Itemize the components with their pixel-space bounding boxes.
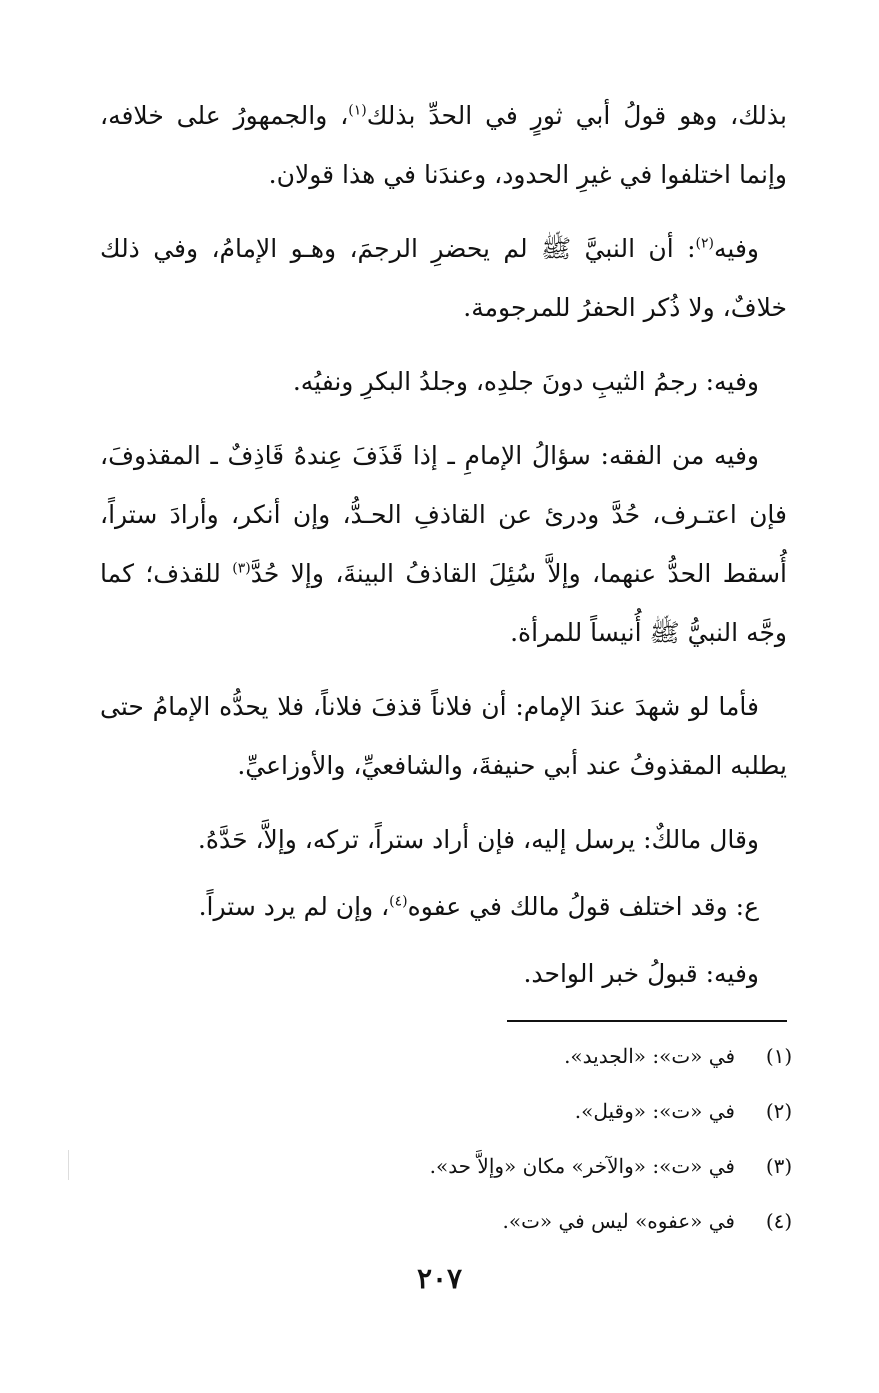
footnote-reference: (١) <box>348 102 367 119</box>
footnote-text: في «ت»: «وقيل». <box>574 1099 735 1123</box>
paragraph-text: ، والجمهورُ على خلافه، وإنما اختلفوا في غيرِ الحدود، وعندَنا في هذا قولان. <box>100 101 787 189</box>
paragraph-text: وفيه من الفقه: سؤالُ الإمامِ ـ إذا قَذَفَ عِندهُ قَاذِفٌ ـ المقذوفَ، فإن اعتـرف، حُدَّ ودرئ عن القاذفِ الحـدُّ، وإن أنكر، وأرادَ ستراً، أُسقط الحدُّ عنهما، وإلاَّ سُئِلَ القاذفُ البينةَ، وإلا حُدَّ <box>100 441 788 588</box>
paragraph-text: وفيه: قبولُ خبر الواحد. <box>523 959 759 988</box>
paragraph <box>100 86 787 204</box>
footnote-reference: (٤) <box>389 893 408 910</box>
footnote-item <box>109 1146 809 1201</box>
paragraph-text: وقال مالكٌ: يرسل إليه، فإن أراد ستراً، تركه، وإلاَّ، حَدَّهُ. <box>197 825 759 854</box>
footnote-reference: (٣) <box>232 560 251 577</box>
paragraph-text: فأما لو شهدَ عندَ الإمام: أن فلاناً قذفَ فلاناً، فلا يحدُّه الإمامُ حتى يطلبه المقذوفُ عند أبي حنيفةَ، والشافعيِّ، والأوزاعيِّ. <box>100 692 787 780</box>
footnote-separator <box>507 1020 787 1022</box>
paragraph <box>100 426 787 662</box>
paragraph <box>100 877 787 936</box>
footnote-item <box>109 1091 809 1146</box>
margin-mark <box>68 1150 69 1180</box>
footnote-number: (١) <box>765 1044 793 1068</box>
paragraph-text: بذلك، وهو قولُ أبي ثورٍ في الحدِّ بذلك <box>366 101 787 130</box>
paragraph-text: : أن النبيَّ ﷺ لم يحضرِ الرجمَ، وهـو الإمامُ، وفي ذلك خلافٌ، ولا ذُكر الحفرُ للمرجومة. <box>100 234 787 322</box>
page-number: ٢٠٧ <box>416 1262 463 1295</box>
paragraph-text: ، وإن لم يرد ستراً. <box>198 892 390 921</box>
main-text <box>100 86 787 1018</box>
footnote-text: في «عفوه» ليس في «ت». <box>502 1209 735 1233</box>
footnote-number: (٤) <box>765 1209 793 1233</box>
paragraph <box>100 352 787 411</box>
paragraph-text: للقذف؛ كما وجَّه النبيُّ ﷺ أُنيساً للمرأة. <box>100 559 787 647</box>
paragraph-text: وفيه <box>714 234 759 263</box>
paragraph <box>100 944 787 1003</box>
paragraph-text: ع: وقد اختلف قولُ مالك في عفوه <box>407 892 759 921</box>
footnote-text: في «ت»: «والآخر» مكان «وإلاَّ حد». <box>429 1154 735 1178</box>
footnote-number: (٣) <box>765 1154 793 1178</box>
footnote-text: في «ت»: «الجديد». <box>564 1044 735 1068</box>
footnote-item <box>109 1201 809 1256</box>
footnote-item <box>109 1036 809 1091</box>
footnote-reference: (٢) <box>695 235 715 252</box>
paragraph <box>100 219 787 337</box>
footnotes <box>109 1036 809 1256</box>
paragraph <box>100 677 787 795</box>
paragraph-text: وفيه: رجمُ الثيبِ دونَ جلدِه، وجلدُ البكرِ ونفيُه. <box>292 367 759 396</box>
footnote-number: (٢) <box>765 1099 793 1123</box>
paragraph <box>100 810 787 869</box>
